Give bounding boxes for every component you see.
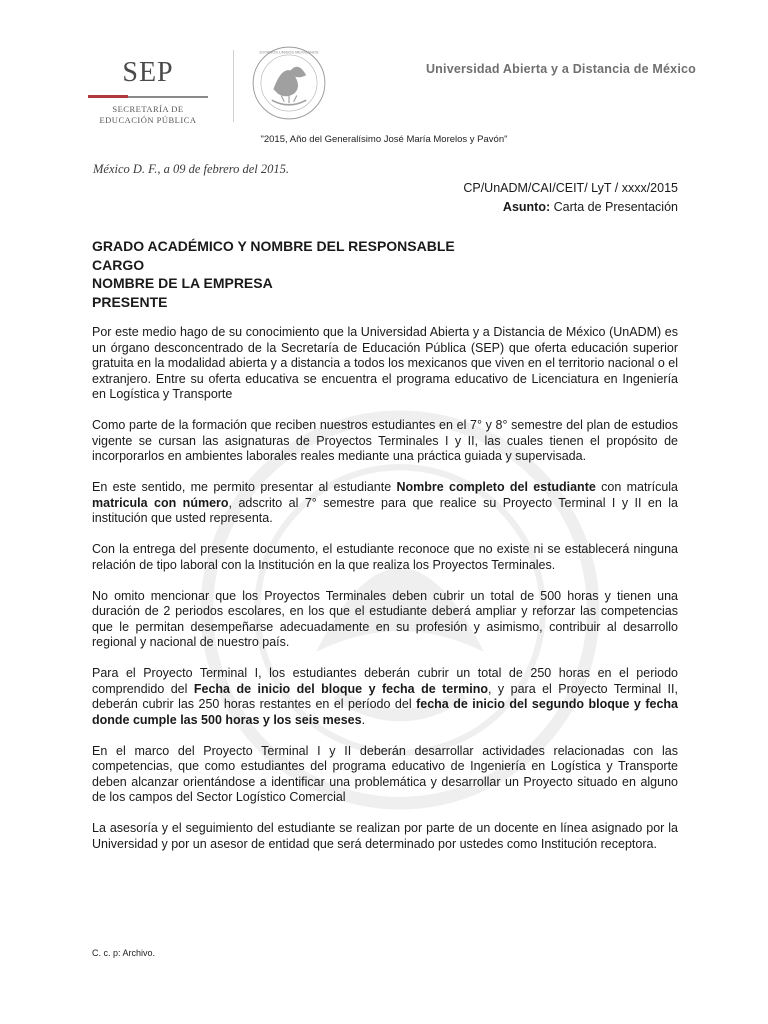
- seal-text: ESTADOS UNIDOS MEXICANOS: [259, 49, 319, 55]
- sep-logo: [88, 58, 218, 126]
- text-run: , y para el Proyecto Terminal II, deberán cubrir las 250 horas restantes en el período del: [92, 681, 678, 711]
- sep-logo-rule: [88, 96, 208, 98]
- reference-number: CP/UnADM/CAI/CEIT/ LyT / xxxx/2015: [463, 181, 678, 195]
- subject-line: [463, 198, 678, 217]
- subject-label: Asunto:: [502, 200, 551, 214]
- second-period-placeholder: fecha de inicio del segundo bloque y fecha donde cumple las 500 horas y los seis meses: [92, 697, 678, 727]
- recipient-block: [92, 237, 455, 311]
- carbon-copy: C. c. p: Archivo.: [92, 948, 156, 958]
- institution-name: Universidad Abierta y a Distancia de México: [425, 62, 696, 76]
- paragraph-hours: No omito mencionar que los Proyectos Terminales deben cubrir un total de 500 horas y tienen una duración de 2 periodos escolares, en los que el estudiante deberá ampliar y reforzar las competencias que le permitan desempeñarse adecuadamente en su profesión y asimismo, contribuir al desarrollo regional y nacional de nuestro país.: [92, 588, 678, 649]
- sep-logo-acronym: SEP: [122, 57, 174, 88]
- recipient-line: PRESENTE: [92, 293, 168, 310]
- paragraph-advisory: La asesoría y el seguimiento del estudiante se realizan por parte de un docente en línea asignado por la Universidad y por un asesor de entidad que será determinado por ustedes como Institución receptora.: [92, 821, 678, 851]
- place-date: México D. F., a 09 de febrero del 2015.: [93, 162, 290, 176]
- recipient-line: GRADO ACADÉMICO Y NOMBRE DEL RESPONSABLE: [92, 238, 455, 254]
- first-period-placeholder: Fecha de inicio del bloque y fecha de termino: [193, 681, 488, 696]
- paragraph-periods: [92, 666, 678, 728]
- paragraph-competencies: En el marco del Proyecto Terminal I y II deberán desarrollar actividades relacionadas con las competencias, que como estudiantes del programa educativo de Ingeniería en Logística y Transporte deben alcanzar orientándose a identificar una problemática y desarrollar un Proyecto situado en alguno de los campos del Sector Logístico Comercial: [92, 743, 678, 804]
- subject-value: Carta de Presentación: [550, 200, 678, 214]
- text-run: Para el Proyecto Terminal I, los estudiantes deberán cubrir un total de 250 horas en el periodo comprendido del: [92, 666, 678, 696]
- text-run: , adscrito al 7° semestre para que realice su Proyecto Terminal I y II en la institución que usted representa.: [92, 495, 678, 525]
- year-motto: "2015, Año del Generalísimo José María Morelos y Pavón": [260, 134, 508, 145]
- paragraph-intro: Por este medio hago de su conocimiento que la Universidad Abierta y a Distancia de México (UnADM) es un órgano desconcentrado de la Secretaría de Educación Pública (SEP) que oferta educación superior gratuita en la modalidad abierta y a distancia a todos los mexicanos que viven en el territorio nacional o el extranjero. Entre su oferta educativa se encuentra el programa educativo de Licenciatura en Ingeniería en Logística y Transporte: [92, 325, 678, 401]
- text-run: .: [361, 712, 366, 727]
- reference-block: [463, 179, 678, 217]
- student-name-placeholder: Nombre completo del estudiante: [396, 480, 596, 494]
- header-divider: [233, 50, 234, 122]
- letter-body: [92, 325, 678, 868]
- recipient-line: NOMBRE DE LA EMPRESA: [92, 275, 273, 291]
- recipient-line: CARGO: [92, 256, 145, 273]
- sep-logo-subtitle-line2: EDUCACIÓN PÚBLICA: [99, 115, 197, 125]
- paragraph-training: Como parte de la formación que reciben nuestros estudiantes en el 7° y 8° semestre del plan de estudios vigente se cursan las asignaturas de Proyectos Terminales I y II, las cuales tienen el propósito de incorporarlos en ambientes laborales reales mediante una práctica guiada y supervisada.: [92, 418, 678, 463]
- paragraph-no-labor-relation: Con la entrega del presente documento, el estudiante reconoce que no existe ni se establecerá ninguna relación de tipo laboral con la Institución en la que realiza los Proyectos Terminales.: [92, 542, 678, 572]
- student-id-placeholder: matricula con número: [92, 495, 229, 510]
- sep-logo-subtitle-line1: SECRETARÍA DE: [112, 104, 184, 114]
- text-run: con matrícula: [595, 480, 679, 494]
- national-seal-icon: [250, 44, 328, 122]
- text-run: En este sentido, me permito presentar al estudiante: [92, 480, 397, 494]
- paragraph-student-presentation: [92, 480, 678, 527]
